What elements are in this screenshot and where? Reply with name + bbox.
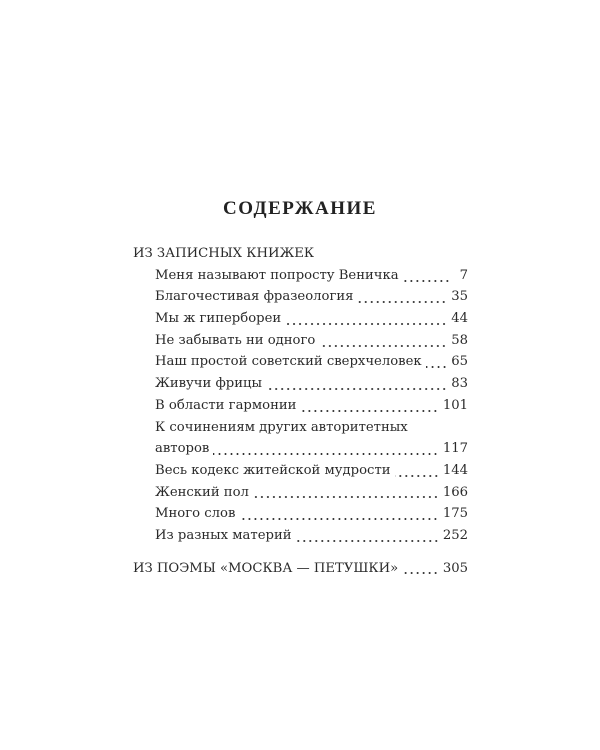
dot-leader [300, 410, 438, 412]
toc-entry-line[interactable] [133, 417, 468, 439]
dot-leader [239, 518, 438, 520]
toc-entry[interactable] [133, 373, 468, 395]
entry-title-continued: авторов [155, 441, 210, 457]
section-heading: ИЗ ЗАПИСНЫХ КНИЖЕК [133, 246, 315, 261]
entries-list [133, 265, 468, 547]
entry-title: Меня называют попросту Веничка [155, 267, 399, 283]
entry-title: В области гармонии [155, 397, 297, 413]
entry-title: Женский пол [155, 484, 249, 500]
page-number: 65 [451, 354, 468, 370]
page-number: 35 [451, 289, 468, 305]
page-number: 144 [442, 462, 468, 478]
toc-entry[interactable] [133, 265, 468, 287]
dot-leader [253, 496, 439, 498]
dot-leader [395, 475, 439, 477]
entry-title: Живучи фрицы [155, 376, 263, 392]
toc-entry[interactable] [133, 525, 468, 547]
page-number: 305 [442, 560, 468, 576]
page-number: 117 [442, 441, 468, 457]
dot-leader [285, 323, 447, 325]
section-entry[interactable] [133, 558, 468, 580]
page-title: СОДЕРЖАНИЕ [223, 198, 377, 219]
toc-entry[interactable] [133, 503, 468, 525]
entry-title: Много слов [155, 506, 236, 522]
table-of-contents [133, 243, 468, 579]
section-heading: ИЗ ПОЭМЫ «МОСКВА — ПЕТУШКИ» [133, 560, 399, 576]
page-number: 7 [459, 267, 468, 283]
page-number: 252 [442, 527, 468, 543]
toc-entry[interactable] [133, 482, 468, 504]
entry-title: Мы ж гипербореи [155, 311, 282, 327]
entry-title: Весь кодекс житейской мудрости [155, 462, 391, 478]
toc-entry[interactable] [133, 308, 468, 330]
dot-leader [319, 345, 447, 347]
dot-leader [426, 366, 448, 368]
page-number: 58 [451, 332, 468, 348]
toc-entry[interactable] [133, 330, 468, 352]
page-number: 101 [442, 397, 468, 413]
toc-entry[interactable] [133, 395, 468, 417]
dot-leader [296, 540, 439, 542]
dot-leader [403, 280, 450, 282]
page-number: 44 [451, 311, 468, 327]
dot-leader [266, 388, 447, 390]
toc-entry[interactable] [133, 460, 468, 482]
dot-leader [357, 301, 447, 303]
page-number: 83 [451, 376, 468, 392]
toc-entry[interactable] [133, 438, 468, 460]
entry-title: К сочинениям других авторитетных [155, 419, 408, 435]
page-number: 166 [442, 484, 468, 500]
entry-title: Из разных материй [155, 527, 292, 543]
toc-entry[interactable] [133, 351, 468, 373]
toc-entry[interactable] [133, 286, 468, 308]
entry-title: Благочестивая фразеология [155, 289, 354, 305]
page-number: 175 [442, 506, 468, 522]
dot-leader [213, 453, 439, 455]
dot-leader [402, 572, 439, 574]
entry-title: Не забывать ни одного [155, 332, 316, 348]
entry-title: Наш простой советский сверхчеловек [155, 354, 422, 370]
